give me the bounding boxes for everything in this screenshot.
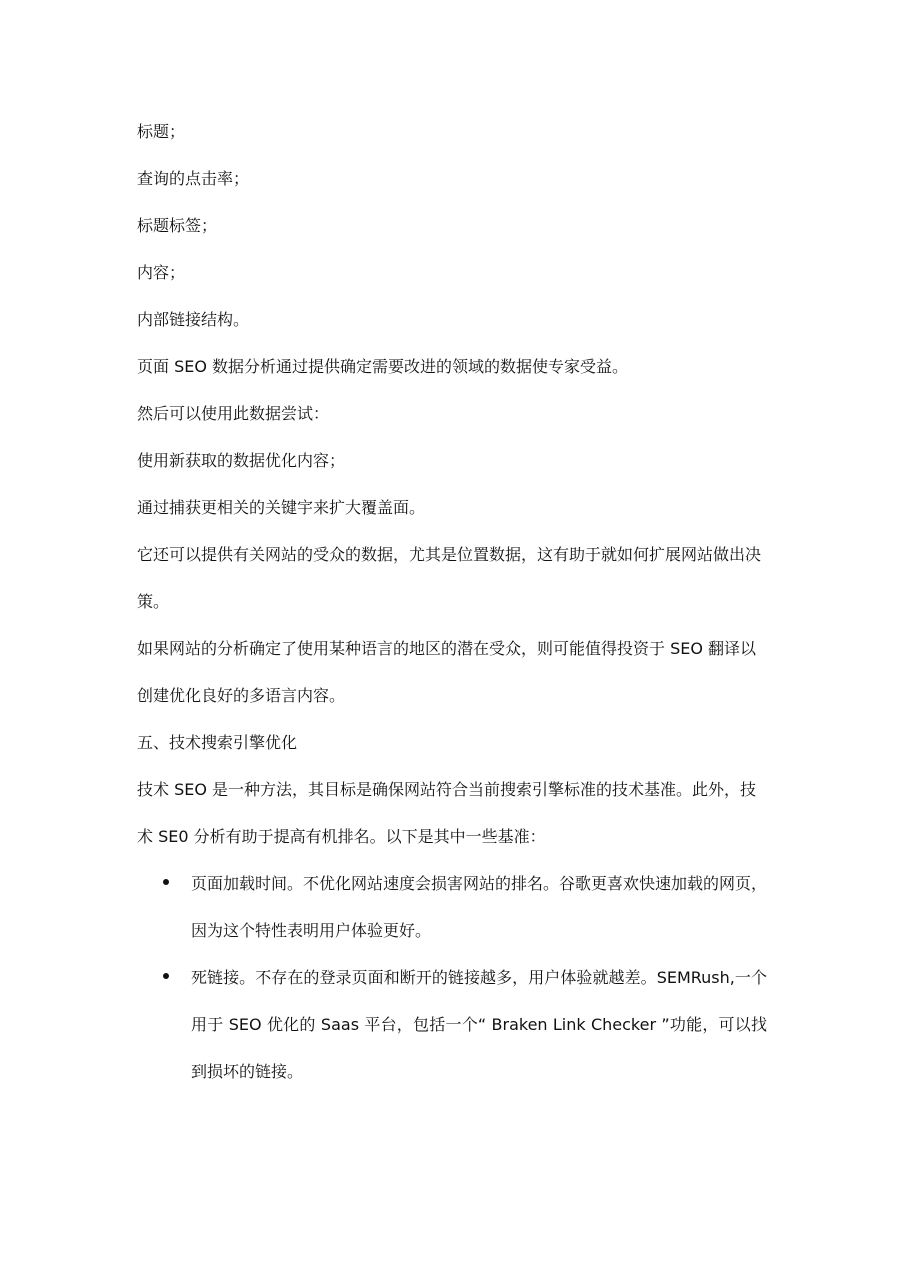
list-item xyxy=(137,860,767,954)
bullet-text-dead-links: 死链接。不存在的登录页面和断开的链接越多，用户体验就越差。SEMRush,一个用于 SEO 优化的 Saas 平台，包括一个“ Braken Link Checker ”功能，可以找到损坏的链接。 xyxy=(191,968,767,1081)
expand-coverage-line: 通过捕获更相关的关键宇来扩大覆盖面。 xyxy=(137,498,426,517)
onpage-seo-paragraph: 页面 SEO 数据分析通过提供确定需要改进的领域的数据使专家受益。 xyxy=(137,357,629,376)
list-line-title: 标题； xyxy=(137,122,186,141)
translation-paragraph: 如果网站的分析确定了使用某种语言的地区的潜在受众，则可能值得投资于 SEO 翻译以创建优化良好的多语言内容。 xyxy=(137,639,757,705)
list-item xyxy=(137,954,767,1095)
list-line-title-tag: 标题标签； xyxy=(137,216,218,235)
bullet-dot-icon xyxy=(163,973,169,979)
optimize-content-line: 使用新获取的数据优化内容； xyxy=(137,451,346,470)
section-heading: 五、技术搜索引擎优化 xyxy=(137,733,298,752)
audience-paragraph: 它还可以提供有关网站的受众的数据，尤其是位置数据，这有助于就如何扩展网站做出决策。 xyxy=(137,545,762,611)
bullet-dot-icon xyxy=(163,879,169,885)
bullet-text-page-load: 页面加载时间。不优化网站速度会损害网站的排名。谷歌更喜欢快速加载的网页，因为这个特性表明用户体验更好。 xyxy=(191,874,768,940)
technical-seo-paragraph: 技术 SEO 是一种方法，其目标是确保网站符合当前搜索引擎标准的技术基准。此外，技术 SE0 分析有助于提高有机排名。以下是其中一些基准： xyxy=(137,780,757,846)
list-line-internal-links: 内部链接结构。 xyxy=(137,310,250,329)
list-line-ctr: 查询的点击率； xyxy=(137,169,250,188)
try-data-line: 然后可以使用此数据尝试： xyxy=(137,404,330,423)
list-line-content: 内容； xyxy=(137,263,186,282)
